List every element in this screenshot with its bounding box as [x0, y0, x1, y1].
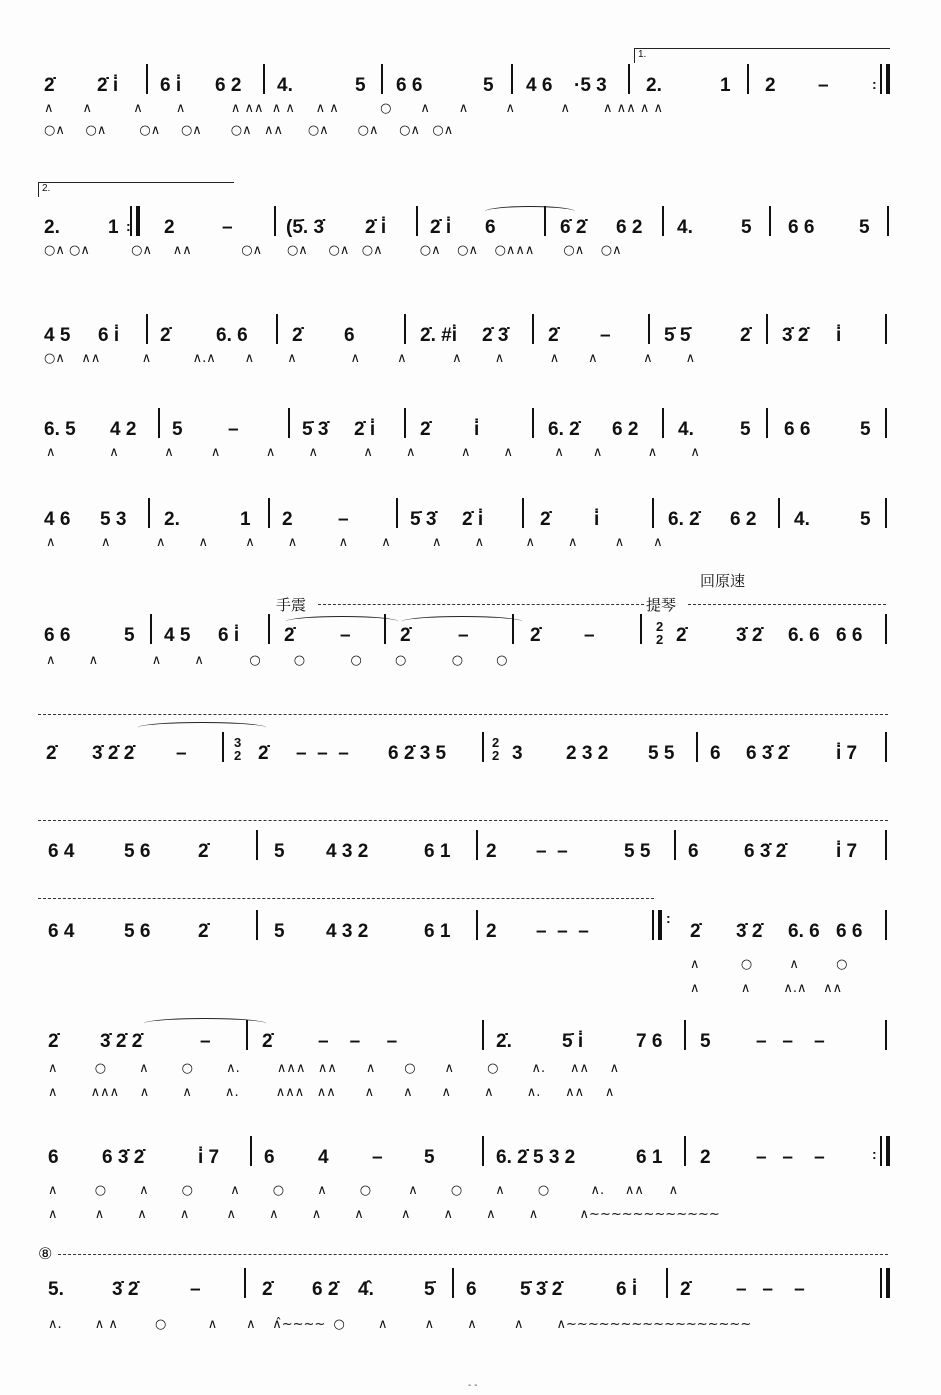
note: 6 6 — [788, 217, 815, 238]
end-repeat-barline — [880, 64, 882, 94]
note: 4 2 — [110, 419, 137, 440]
section-number: ⑧ — [38, 1244, 53, 1263]
note: 2 — [164, 217, 175, 238]
score-row-1 — [0, 49, 941, 182]
note: 2̇ — [548, 325, 559, 346]
barline — [146, 314, 148, 344]
note: 6. 2̇ — [668, 509, 700, 530]
note: – — [176, 743, 187, 764]
note: 6 — [344, 325, 355, 346]
note: 6 6 — [396, 75, 423, 96]
note: 6 — [485, 217, 496, 238]
dashed-extension-line — [58, 1254, 888, 1255]
note: 2̇ — [160, 325, 171, 346]
technique-marks: ∧ ∧∧∧ ∧ ∧ ∧. ∧∧∧ ∧∧ ∧ ∧ ∧ ∧ ∧. ∧∧ ∧ — [48, 1085, 615, 1100]
note: 5̇ 3̇ 2̇ — [520, 1279, 563, 1300]
note: 2̇ — [740, 325, 751, 346]
note: 2̇ — [540, 509, 551, 530]
note: 2̇ i̇ — [462, 509, 484, 530]
end-repeat-barline — [880, 1136, 882, 1166]
note: – — [458, 625, 469, 646]
technique-marks: ∧ ∧ ∧ ∧ ∧ ∧ ∧ ∧ ∧ ∧ ∧ ∧ ∧ ∧ — [46, 445, 700, 460]
barline — [662, 408, 664, 438]
note: – – – — [318, 1031, 398, 1052]
note: i̇ — [594, 509, 600, 530]
barline — [288, 408, 290, 438]
note: 5 — [483, 75, 494, 96]
note: 6 — [688, 841, 699, 862]
note: 2̇ — [680, 1279, 691, 1300]
note: 2̇ — [198, 841, 209, 862]
barline — [244, 1268, 246, 1298]
score-row-2 — [0, 183, 941, 310]
note: i̇ 7 — [198, 1147, 220, 1168]
note: 6 1 — [424, 841, 451, 862]
barline — [696, 732, 698, 762]
note: 2 — [486, 841, 497, 862]
start-repeat-barline — [652, 910, 654, 940]
barline — [684, 1020, 686, 1050]
barline — [384, 614, 386, 644]
repeat-dots: : — [666, 910, 671, 926]
technique-annotation: 手震 — [276, 596, 307, 614]
note: 5̇ 5̇ — [664, 325, 691, 346]
note: – — [372, 1147, 383, 1168]
page-footer-mark: - - — [468, 1380, 478, 1391]
barline — [640, 614, 642, 644]
note: 6. 6 — [788, 921, 820, 942]
note: 5 — [424, 1147, 435, 1168]
note: 6 — [466, 1279, 477, 1300]
note: – — [818, 75, 829, 96]
note: 2̇ — [262, 1279, 273, 1300]
note: 2̇ — [420, 419, 431, 440]
note: 4 6 — [526, 75, 553, 96]
barline — [158, 408, 160, 438]
note: 6 3̇ 2̇ — [744, 841, 787, 862]
note: 1 — [240, 509, 251, 530]
barline — [482, 732, 484, 762]
note: 5 5 — [648, 743, 675, 764]
barline — [482, 1136, 484, 1166]
note: 3̇ 2̇ — [736, 921, 763, 942]
note: 2. — [646, 75, 662, 96]
note: 5 6 — [124, 921, 151, 942]
note: 5̇ i̇ — [562, 1031, 584, 1052]
barline — [648, 314, 650, 344]
barline — [512, 614, 514, 644]
note: 6 6 — [44, 625, 71, 646]
note: 2̇ — [292, 325, 303, 346]
barline — [885, 614, 887, 644]
note: 6. 5 — [44, 419, 76, 440]
barline — [652, 498, 654, 528]
note: i̇ 7 — [836, 743, 858, 764]
barline — [263, 64, 265, 94]
note: 5̇ — [424, 1279, 435, 1300]
note: 4. — [277, 75, 293, 96]
note: 7 6 — [636, 1031, 663, 1052]
technique-marks: ∧ ○ ∧ ○ — [690, 957, 848, 972]
note: 6 — [710, 743, 721, 764]
dashed-extension-line — [38, 898, 654, 899]
note: 6 i̇ — [218, 625, 240, 646]
barline — [769, 206, 771, 236]
barline — [381, 64, 383, 94]
barline — [885, 910, 887, 940]
note: – – – — [736, 1279, 805, 1300]
note: 6 i̇ — [160, 75, 182, 96]
note: – — [190, 1279, 201, 1300]
barline — [885, 314, 887, 344]
note: 4 3 2 — [326, 841, 369, 862]
note: 6. 6 — [216, 325, 248, 346]
barline — [532, 408, 534, 438]
note: 3̇ 2̇ — [112, 1279, 139, 1300]
note: 6 — [48, 1147, 59, 1168]
volta-2: 2. — [38, 182, 234, 197]
barline — [880, 1268, 882, 1298]
note: 5 — [124, 625, 135, 646]
barline — [268, 498, 270, 528]
technique-marks: ∧ ∧ ∧ ∧ ∧ ∧ ∧ ∧ ∧ ∧ ∧ ∧ ∧~~~~~~~~~~~~ — [48, 1207, 720, 1222]
technique-marks: ○∧ ○∧ ○∧ ∧∧ ○∧ ○∧ ○∧ ○∧ ○∧ ○∧ ○∧∧∧ ○∧ ○∧ — [44, 243, 622, 258]
note: 5 3 — [100, 509, 127, 530]
end-repeat-barline — [130, 206, 132, 236]
note: 5 — [355, 75, 366, 96]
note: 3̇ 2̇ 2̇ — [100, 1031, 143, 1052]
dashed-extension-line — [688, 604, 886, 605]
note: 6. 2̇ 5 3 2 — [496, 1147, 576, 1168]
note: 2̇ — [48, 1031, 59, 1052]
note: 5 5 — [624, 841, 651, 862]
note: 6 — [264, 1147, 275, 1168]
technique-marks: ∧ ∧ ∧ ∧ ○ ○ ○ ○ ○ ○ — [46, 653, 508, 668]
note: 2̇ — [284, 625, 295, 646]
note: 2̇ i̇ — [97, 75, 119, 96]
barline — [150, 614, 152, 644]
barline — [476, 910, 478, 940]
note: 5 — [859, 217, 870, 238]
barline — [684, 1136, 686, 1166]
note: 6. 6 — [788, 625, 820, 646]
note: 2̇ — [676, 625, 687, 646]
note: 4. — [677, 217, 693, 238]
barline — [246, 1020, 248, 1050]
note: 6 2 — [730, 509, 757, 530]
note: 3 — [512, 743, 523, 764]
barline — [256, 830, 258, 860]
dashed-extension-line — [38, 714, 888, 715]
note: – — [200, 1031, 211, 1052]
barline — [396, 498, 398, 528]
note: 6 i̇ — [616, 1279, 638, 1300]
note: (5̇. 3̇ — [286, 217, 325, 238]
note: – — [340, 625, 351, 646]
note: 2. — [44, 217, 60, 238]
note: 2̇ 3̇ — [482, 325, 509, 346]
barline — [511, 64, 513, 94]
note: 4 — [318, 1147, 329, 1168]
barline — [256, 910, 258, 940]
technique-marks: ○∧ ∧∧ ∧ ∧.∧ ∧ ∧ ∧ ∧ ∧ ∧ ∧ ∧ ∧ ∧ — [44, 351, 696, 366]
barline — [274, 206, 276, 236]
score-row-6 — [0, 570, 941, 690]
time-signature: 2 2 — [656, 619, 664, 647]
barline — [416, 206, 418, 236]
tempo-annotation: 回原速 — [700, 572, 746, 590]
note: – — [600, 325, 611, 346]
barline — [666, 1268, 668, 1298]
barline — [766, 314, 768, 344]
note: 6 i̇ — [98, 325, 120, 346]
note: – – — [536, 841, 568, 862]
score-row-11 — [0, 1128, 941, 1248]
note: 5 — [860, 419, 871, 440]
note: 2̇ i̇ — [365, 217, 387, 238]
note: – – – — [756, 1031, 825, 1052]
note: 2 — [486, 921, 497, 942]
note: 6 4 — [48, 921, 75, 942]
note: – — [338, 509, 349, 530]
note: 2 — [282, 509, 293, 530]
note: 4. — [678, 419, 694, 440]
note: 2̇ i̇ — [430, 217, 452, 238]
barline — [476, 830, 478, 860]
note: 2 — [700, 1147, 711, 1168]
note: 2̇ — [44, 75, 55, 96]
note: 5 — [700, 1031, 711, 1052]
barline — [887, 206, 889, 236]
score-row-10 — [0, 1010, 941, 1130]
note: 6 2 — [215, 75, 242, 96]
repeat-dots: : — [126, 218, 131, 234]
barline — [885, 830, 887, 860]
instrument-annotation: 提琴 — [646, 596, 677, 614]
note: 2̇ — [262, 1031, 273, 1052]
note: 2. — [164, 509, 180, 530]
note: 6. 2̇ — [548, 419, 580, 440]
time-signature: 2 2 — [492, 735, 500, 763]
note: 6 2 — [616, 217, 643, 238]
repeat-dots: : — [872, 76, 877, 92]
repeat-dots: : — [872, 1146, 877, 1162]
note: ·5 3 — [574, 75, 607, 96]
barline — [522, 498, 524, 528]
barline — [452, 1268, 454, 1298]
slur — [485, 206, 575, 217]
note: – – – — [756, 1147, 825, 1168]
barline — [532, 314, 534, 344]
note: 6 3̇ 2̇ — [102, 1147, 145, 1168]
technique-marks: ∧ ○ ∧ ○ ∧ ○ ∧ ○ ∧ ○ ∧ ○ ∧. ∧∧ ∧ — [48, 1183, 679, 1198]
note: 2̇. — [496, 1031, 512, 1052]
note: 6 3̇ 2̇ — [746, 743, 789, 764]
score-row-9 — [0, 894, 941, 1014]
barline — [268, 614, 270, 644]
note: 4. — [794, 509, 810, 530]
time-signature: 3 2 — [234, 735, 242, 763]
note: 2̇ — [690, 921, 701, 942]
note: 5 — [860, 509, 871, 530]
barline — [885, 732, 887, 762]
dashed-extension-line — [318, 604, 644, 605]
note: 2 3 2 — [566, 743, 609, 764]
note: 5 6 — [124, 841, 151, 862]
barline — [674, 830, 676, 860]
note: 3̇ 2̇ — [782, 325, 809, 346]
note: 3̇ 2̇ 2̇ — [92, 743, 135, 764]
barline — [276, 314, 278, 344]
note: 4 5 — [164, 625, 191, 646]
note: 4 6 — [44, 509, 71, 530]
slur — [138, 722, 266, 733]
note: – – – — [536, 921, 589, 942]
note: 6 2 — [612, 419, 639, 440]
barline — [766, 408, 768, 438]
barline — [778, 498, 780, 528]
note: 5 — [740, 419, 751, 440]
note: 1 — [720, 75, 731, 96]
barline — [747, 64, 749, 94]
barline — [146, 64, 148, 94]
note: 6̇ 2̇ — [560, 217, 587, 238]
barline — [628, 64, 630, 94]
note: 2̇ — [530, 625, 541, 646]
technique-marks: ∧ ∧ ∧ ∧ ∧ ∧ ∧ ∧ ∧ ∧ ∧ ∧ ∧ ∧ — [46, 535, 663, 550]
technique-marks: ∧ ∧ ∧ ∧ ∧ ∧∧ ∧ ∧ ∧ ∧ ○ ∧ ∧ ∧ ∧ ∧ ∧∧ ∧ ∧ — [44, 101, 664, 116]
note: 5. — [48, 1279, 64, 1300]
barline — [148, 498, 150, 528]
barline — [222, 732, 224, 762]
note: 2̇ i̇ — [354, 419, 376, 440]
note: 4 5 — [44, 325, 71, 346]
barline — [250, 1136, 252, 1166]
note: 2̇. #i̇ — [420, 325, 457, 346]
note: 6 6 — [836, 625, 863, 646]
note: – — [228, 419, 239, 440]
note: 6 4 — [48, 841, 75, 862]
technique-marks: ∧ ∧ ∧.∧ ∧∧ — [690, 981, 843, 996]
note: i̇ — [474, 419, 480, 440]
note: 6 2̇ — [312, 1279, 339, 1300]
note: i̇ — [836, 325, 842, 346]
note: – – – — [296, 743, 349, 764]
note: – — [222, 217, 233, 238]
barline — [482, 1020, 484, 1050]
note: 6 2̇ 3 5 — [388, 743, 447, 764]
note: 3̇ 2̇ — [736, 625, 763, 646]
barline — [662, 206, 664, 236]
note: 4 3 2 — [326, 921, 369, 942]
barline — [885, 408, 887, 438]
technique-marks: ∧. ∧ ∧ ○ ∧ ∧ ∧̂~~~~ ○ ∧ ∧ ∧ ∧ ∧~~~~~~~~~~~~~~~~~ — [48, 1317, 752, 1332]
technique-marks: ○∧ ○∧ ○∧ ○∧ ○∧ ∧∧ ○∧ ○∧ ○∧ ○∧ — [44, 123, 454, 138]
barline — [885, 498, 887, 528]
note: 5 — [274, 921, 285, 942]
note: 5 — [172, 419, 183, 440]
volta-1: 1. — [634, 48, 890, 63]
barline — [885, 1020, 887, 1050]
dashed-extension-line — [38, 820, 888, 821]
note: 2̇ — [400, 625, 411, 646]
note: 6 1 — [636, 1147, 663, 1168]
note: i̇ 7 — [836, 841, 858, 862]
note: 5 — [741, 217, 752, 238]
note: 6 6 — [836, 921, 863, 942]
score-row-12 — [0, 1240, 941, 1360]
note: 2̇ — [258, 743, 269, 764]
barline — [404, 314, 406, 344]
note: 2̇ — [46, 743, 57, 764]
note: 6 1 — [424, 921, 451, 942]
note: – — [584, 625, 595, 646]
technique-marks: ∧ ○ ∧ ○ ∧. ∧∧∧ ∧∧ ∧ ○ ∧ ○ ∧. ∧∧ ∧ — [48, 1061, 620, 1076]
barline — [544, 206, 546, 236]
note: 1 — [108, 217, 119, 238]
note: 2̇ — [198, 921, 209, 942]
note: 5̇ 3̇ — [302, 419, 329, 440]
note: 6 6 — [784, 419, 811, 440]
barline — [404, 408, 406, 438]
note: 2 — [765, 75, 776, 96]
note: 5 — [274, 841, 285, 862]
note: 5̇ 3̇ — [410, 509, 437, 530]
note: 4̂. — [358, 1279, 374, 1300]
